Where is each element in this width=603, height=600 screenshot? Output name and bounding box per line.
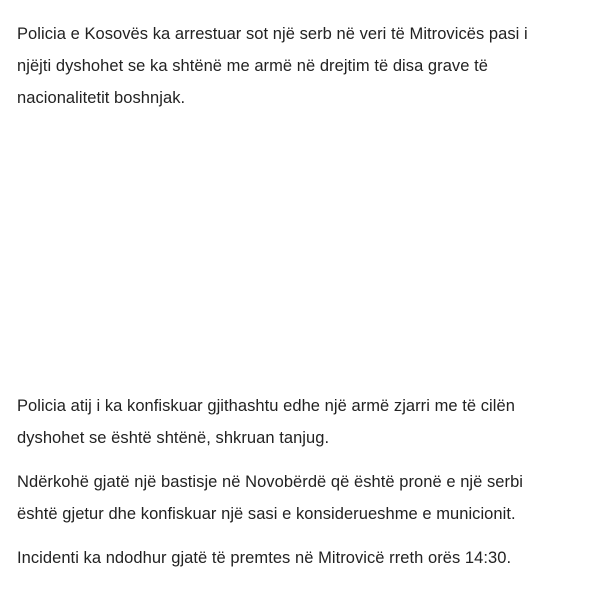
article-paragraph-3 (17, 466, 597, 530)
paragraph-line: dyshohet se është shtënë, shkruan tanjug. (17, 429, 330, 447)
article-paragraph-4 (17, 542, 597, 574)
paragraph-line: Policia e Kosovës ka arrestuar sot një serb në veri të Mitrovicës pasi i (17, 25, 528, 43)
paragraph-line: është gjetur dhe konfiskuar një sasi e konsiderueshme e municionit. (17, 505, 516, 523)
paragraph-line: nacionalitetit boshnjak. (17, 89, 186, 107)
paragraph-line: Policia atij i ka konfiskuar gjithashtu edhe një armë zjarri me të cilën (17, 397, 515, 415)
paragraph-line: njëjti dyshohet se ka shtënë me armë në drejtim të disa grave të (17, 57, 488, 75)
article-paragraph-1 (17, 18, 597, 114)
article-paragraph-2 (17, 390, 597, 454)
paragraph-line: Incidenti ka ndodhur gjatë të premtes në Mitrovicë rreth orës 14:30. (17, 549, 512, 567)
blank-ad-space (17, 120, 597, 380)
paragraph-line: Ndërkohë gjatë një bastisje në Novobërdë që është pronë e një serbi (17, 473, 524, 491)
